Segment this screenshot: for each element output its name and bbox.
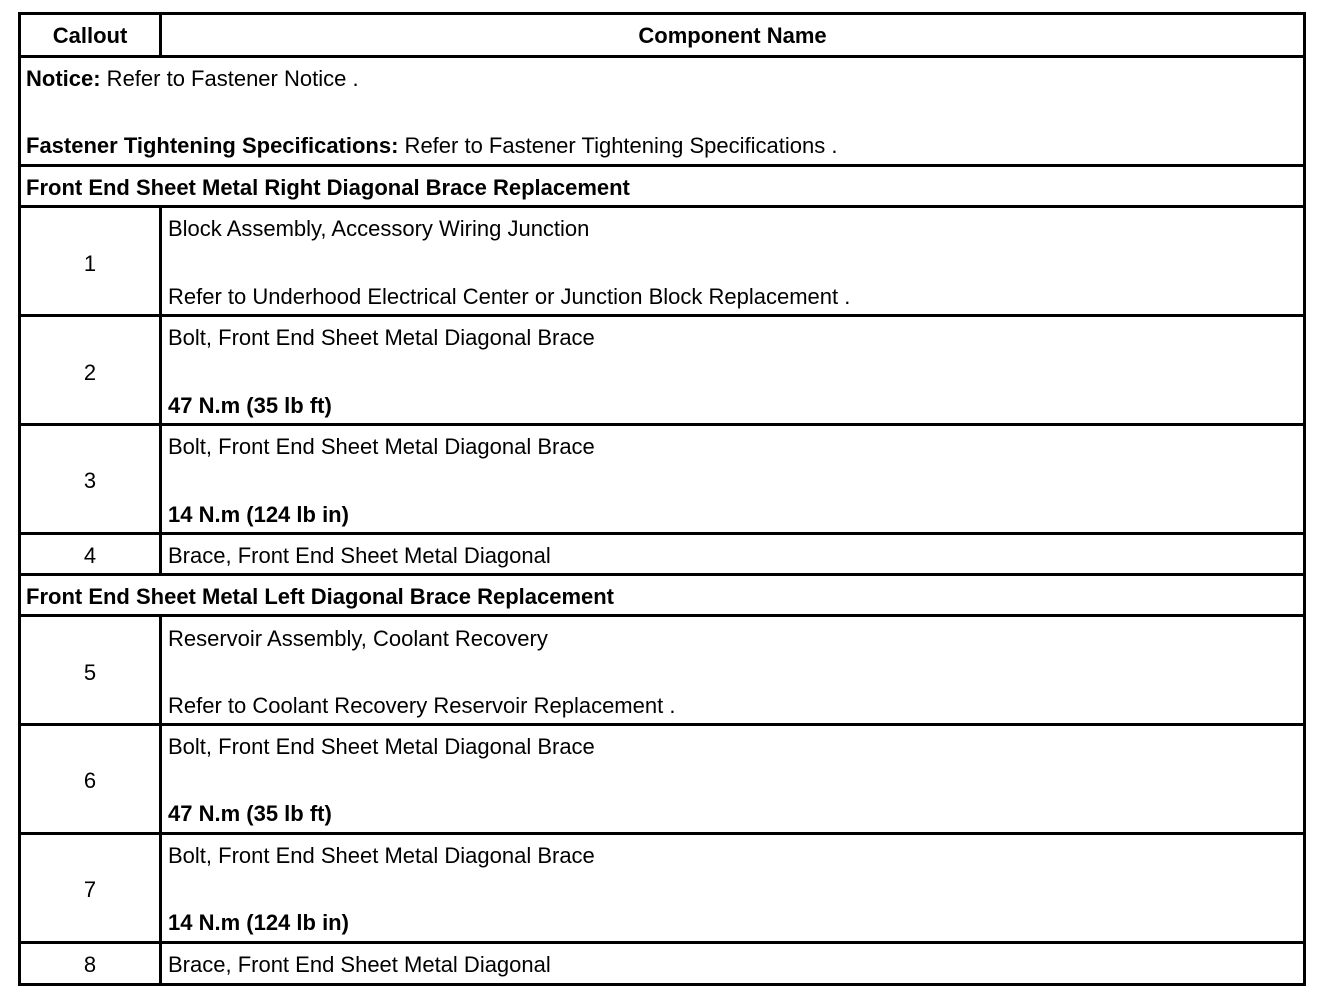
row-divider <box>21 55 1303 58</box>
row-divider <box>21 832 1303 835</box>
row-divider <box>21 205 1303 208</box>
component-detail-5: Refer to Coolant Recovery Reservoir Replacement . <box>168 693 676 718</box>
callout-2: 2 <box>83 360 97 385</box>
section-title-right: Front End Sheet Metal Right Diagonal Brace Replacement <box>26 175 630 200</box>
row-divider <box>21 314 1303 317</box>
spec-text: Refer to Fastener Tightening Specifications . <box>398 133 838 158</box>
row-divider <box>21 723 1303 726</box>
spec-line <box>26 133 837 159</box>
callout-3: 3 <box>83 468 97 493</box>
row-divider <box>21 423 1303 426</box>
header-component-name: Component Name <box>638 23 827 48</box>
component-table <box>18 12 1306 986</box>
torque-spec-3: 14 N.m (124 lb in) <box>168 502 349 527</box>
column-divider <box>159 535 162 574</box>
callout-4: 4 <box>83 543 97 568</box>
column-divider <box>159 835 162 942</box>
notice-text: Refer to Fastener Notice . <box>100 66 359 91</box>
section-title-left: Front End Sheet Metal Left Diagonal Brace Replacement <box>26 584 615 609</box>
row-divider <box>21 614 1303 617</box>
callout-7: 7 <box>83 877 97 902</box>
callout-8: 8 <box>83 952 97 977</box>
notice-label: Notice: <box>26 66 101 91</box>
row-divider <box>21 532 1303 535</box>
component-name-3: Bolt, Front End Sheet Metal Diagonal Brace <box>168 434 595 459</box>
notice-line <box>26 66 359 92</box>
callout-6: 6 <box>83 768 97 793</box>
column-divider <box>159 317 162 425</box>
column-divider <box>159 726 162 834</box>
row-divider <box>21 164 1303 167</box>
torque-spec-6: 47 N.m (35 lb ft) <box>168 801 332 826</box>
spec-label: Fastener Tightening Specifications: <box>26 133 399 158</box>
column-divider <box>159 617 162 725</box>
column-divider <box>159 208 162 316</box>
column-divider <box>159 944 162 984</box>
torque-spec-7: 14 N.m (124 lb in) <box>168 910 349 935</box>
component-name-4: Brace, Front End Sheet Metal Diagonal <box>168 543 551 568</box>
callout-1: 1 <box>83 251 97 276</box>
row-divider <box>21 573 1303 576</box>
column-divider <box>159 426 162 534</box>
component-name-5: Reservoir Assembly, Coolant Recovery <box>168 626 548 651</box>
header-callout: Callout <box>52 23 128 48</box>
callout-5: 5 <box>83 660 97 685</box>
row-divider <box>21 941 1303 944</box>
component-name-8: Brace, Front End Sheet Metal Diagonal <box>168 952 551 977</box>
component-name-6: Bolt, Front End Sheet Metal Diagonal Brace <box>168 734 595 759</box>
component-detail-1: Refer to Underhood Electrical Center or Junction Block Replacement . <box>168 284 851 309</box>
component-name-2: Bolt, Front End Sheet Metal Diagonal Brace <box>168 325 595 350</box>
component-name-1: Block Assembly, Accessory Wiring Junction <box>168 216 590 241</box>
torque-spec-2: 47 N.m (35 lb ft) <box>168 393 332 418</box>
component-name-7: Bolt, Front End Sheet Metal Diagonal Brace <box>168 843 595 868</box>
